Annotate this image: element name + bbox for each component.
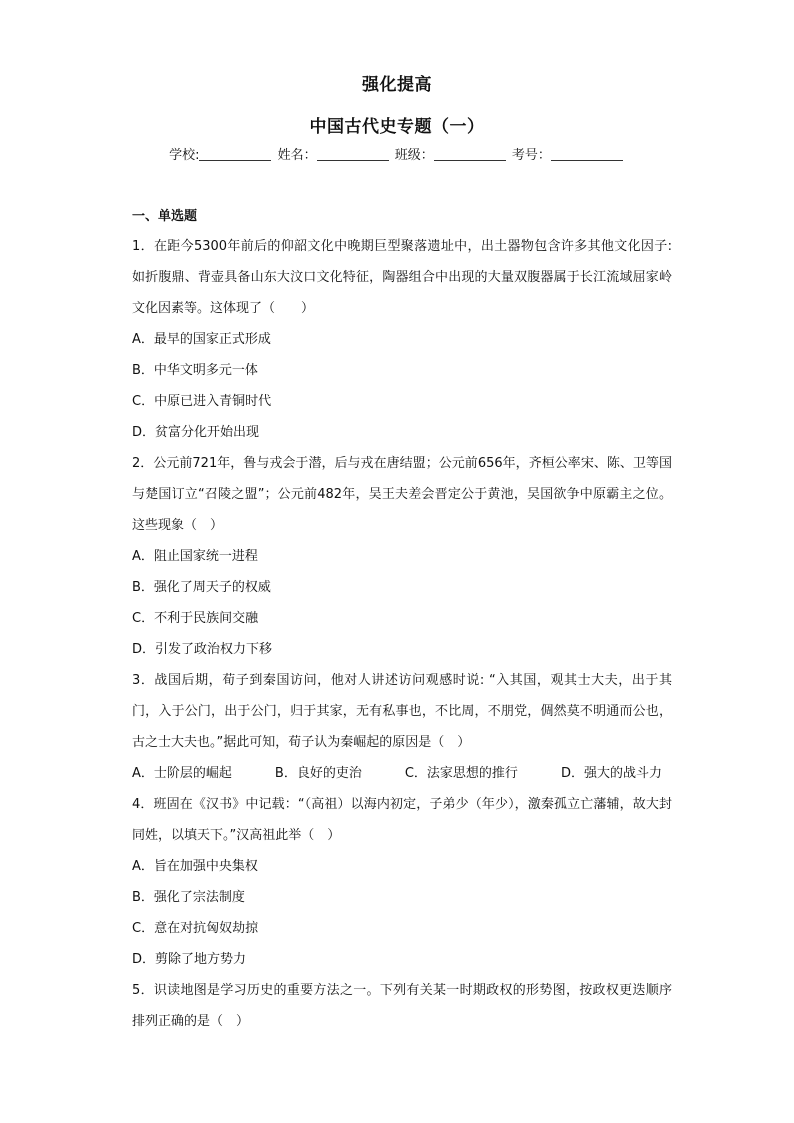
option-b[interactable]: B．良好的吏治 xyxy=(274,766,362,781)
options-group xyxy=(132,324,672,448)
section-title: 一、单选题 xyxy=(132,209,198,224)
question-stem: 5．识读地图是学习历史的重要方法之一。下列有关某一时期政权的形势图，按政权更迭顺序排列正确的是（ ） xyxy=(132,983,672,1029)
question-list xyxy=(132,206,672,1037)
option-b[interactable]: B．中华文明多元一体 xyxy=(132,363,258,378)
options-group xyxy=(132,758,662,789)
option-c[interactable]: C．中原已进入青铜时代 xyxy=(132,394,272,409)
option-c[interactable]: C．意在对抗匈奴劫掠 xyxy=(132,921,259,936)
option-a[interactable]: A．士阶层的崛起 xyxy=(132,766,232,781)
question-stem: 3．战国后期，荀子到秦国访问，他对人讲述访问观感时说: “入其国，观其士大夫，出于其门，入于公门，出于公门，归于其家，无有私事也，不比周，不朋党，倜然莫不明通而公也，古之士大夫也。”据此可知，荀子认为秦崛起的原因是（ ） xyxy=(132,673,672,750)
school-label: 学校: xyxy=(169,148,200,163)
option-a[interactable]: A．阻止国家统一进程 xyxy=(132,549,258,564)
question-3 xyxy=(132,665,672,789)
option-d[interactable]: D．剪除了地方势力 xyxy=(132,952,247,967)
options-group xyxy=(132,541,672,665)
page-title: 强化提高 xyxy=(362,75,432,95)
option-b[interactable]: B．强化了宗法制度 xyxy=(132,890,245,905)
class-blank[interactable] xyxy=(434,147,506,161)
question-2 xyxy=(132,448,672,665)
question-stem: 2．公元前721年，鲁与戎会于潜，后与戎在唐结盟；公元前656年，齐桓公率宋、陈、卫等国与楚国订立“召陵之盟”；公元前482年，吴王夫差会晋定公于黄池，吴国欲争中原霸主之位。这些现象（ ） xyxy=(132,456,672,533)
question-stem: 1．在距今5300年前后的仰韶文化中晚期巨型聚落遗址中，出土器物包含许多其他文化因子: 如折腹鼎、背壶具备山东大汶口文化特征，陶器组合中出现的大量双腹器属于长江流域屈家岭文化因素等。这体现了（ ） xyxy=(132,239,672,316)
option-c[interactable]: C．不利于民族间交融 xyxy=(132,611,259,626)
option-d[interactable]: D．强大的战斗力 xyxy=(560,766,662,781)
page-subtitle: 中国古代史专题（一） xyxy=(309,117,485,137)
number-label: 考号： xyxy=(511,148,551,163)
options-group xyxy=(132,851,672,975)
option-b[interactable]: B．强化了周天子的权威 xyxy=(132,580,271,595)
option-a[interactable]: A．旨在加强中央集权 xyxy=(132,859,258,874)
student-info-row xyxy=(0,144,794,163)
question-5 xyxy=(132,975,672,1037)
question-1 xyxy=(132,231,672,448)
option-a[interactable]: A．最早的国家正式形成 xyxy=(132,332,271,347)
option-c[interactable]: C．法家思想的推行 xyxy=(404,766,518,781)
school-blank[interactable] xyxy=(199,147,271,161)
number-blank[interactable] xyxy=(551,147,623,161)
option-d[interactable]: D．引发了政治权力下移 xyxy=(132,642,273,657)
question-stem: 4．班固在《汉书》中记载：“（高祖）以海内初定，子弟少（年少），激秦孤立亡藩辅，故大封同姓，以填天下。”汉高祖此举（ ） xyxy=(132,797,672,843)
name-label: 姓名： xyxy=(277,148,317,163)
question-4 xyxy=(132,789,672,975)
class-label: 班级： xyxy=(394,148,434,163)
name-blank[interactable] xyxy=(317,147,389,161)
option-d[interactable]: D．贫富分化开始出现 xyxy=(132,425,260,440)
